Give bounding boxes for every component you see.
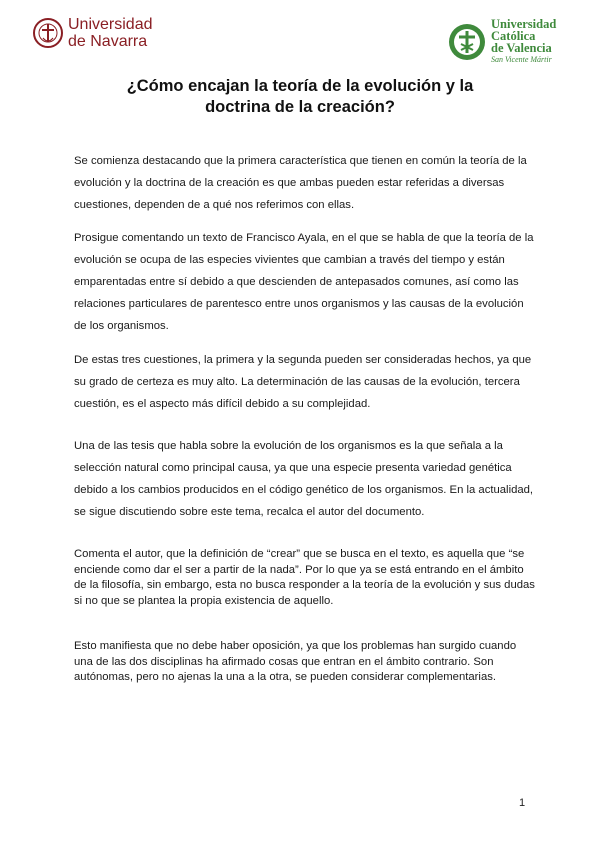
university-seal-icon	[32, 14, 64, 52]
paragraph-2: Prosigue comentando un texto de Francisco Ayala, en el que se habla de que la teoría de la evolución se ocupa de las especies vivientes que cambian a través del tiempo y están emparentadas entre sí debido a que descienden de antepasados comunes, así como las relaciones particulares de parentesco entre unos organismos y las causas de la evolución de los organismos.	[74, 232, 534, 332]
paragraph-5: Comenta el autor, que la definición de “crear” que se busca en el texto, es aquella que “se enciende como dar el ser a partir de la nada”. Por lo que ya se está entrando en el ámbito de la filosofía, sin embargo, esta no busca responder a la teoría de la evolución y sus dudas si no que se plantea la propia existencia de aquello.	[74, 548, 535, 607]
paragraph-1: Se comienza destacando que la primera característica que tienen en común la teoría de la evolución y la doctrina de la creación es que ambas pueden estar referidas a diversas cuestiones, dependen de a qué nos referimos con ellas.	[74, 155, 527, 211]
right-logo-line3: de Valencia	[491, 41, 552, 55]
left-logo-line2: de Navarra	[68, 33, 148, 50]
right-logo-line1: Universidad	[491, 17, 557, 31]
left-logo-line1: Universidad	[68, 16, 153, 33]
title-line-2: doctrina de la creación?	[205, 98, 395, 116]
paragraph-4: Una de las tesis que habla sobre la evolución de los organismos es la que señala a la selección natural como principal causa, ya que una especie presenta variedad genética debido a los cambios producidos en el código genético de los organismos. En la actualidad, se sigue discutiendo sobre este tema, recalca el autor del documento.	[74, 440, 534, 518]
title-line-1: ¿Cómo encajan la teoría de la evolución y la	[126, 77, 474, 95]
right-logo-line4: San Vicente Mártir	[491, 55, 552, 64]
ucv-emblem-icon	[447, 22, 487, 62]
right-logo-line2: Católica	[491, 29, 536, 43]
universidad-de-navarra-logo	[32, 14, 152, 52]
paragraph-6: Esto manifiesta que no debe haber oposición, ya que los problemas han surgido cuando una de las dos disciplinas ha afirmado cosas que entran en el ámbito contrario. Son autónomas, pero no ajenas la una a la otra, se pueden considerar complementarias.	[74, 640, 517, 683]
page-number: 1	[519, 797, 526, 809]
universidad-catolica-de-valencia-logo	[447, 18, 556, 66]
paragraph-3: De estas tres cuestiones, la primera y la segunda pueden ser consideradas hechos, ya que su grado de certeza es muy alto. La determinación de las causas de la evolución, tercera cuestión, es el aspecto más difícil debido a su complejidad.	[74, 354, 532, 410]
document-title	[60, 76, 540, 118]
